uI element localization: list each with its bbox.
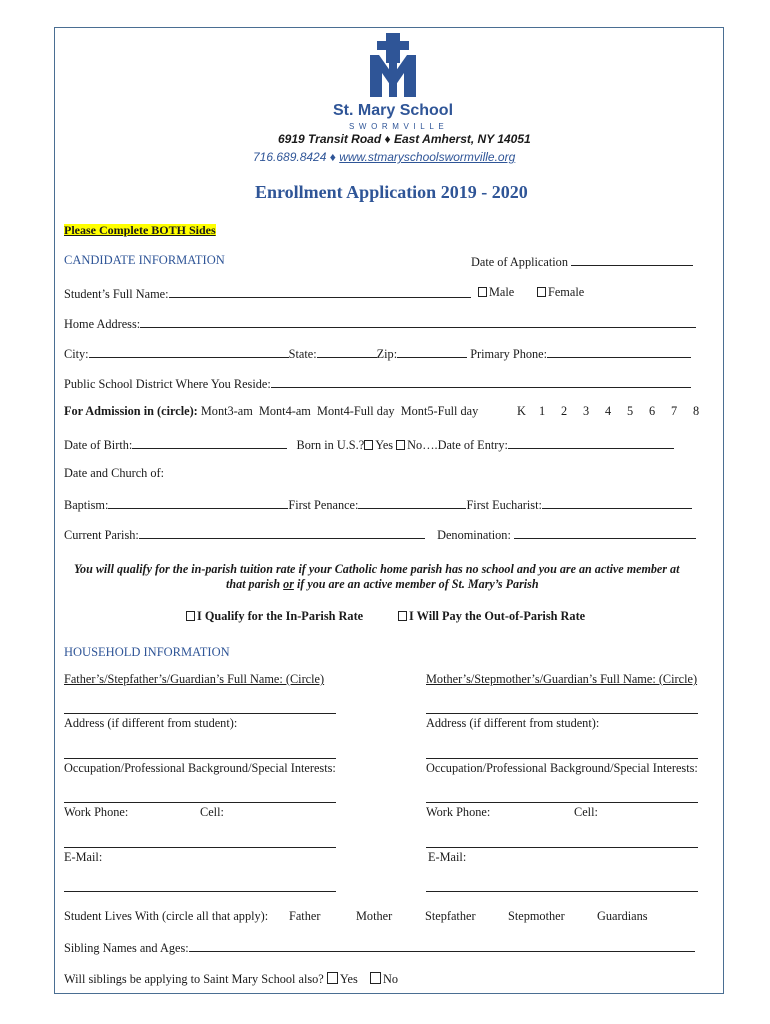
father-work-phone-label: Work Phone: [64, 805, 129, 819]
lives-with-mother[interactable]: Mother [356, 909, 393, 923]
city-row: City: State: Zip: Primary Phone: [64, 346, 691, 360]
father-occupation-label: Occupation/Professional Background/Special Interests: [64, 761, 336, 775]
father-name-label: Father’s/Stepfather’s/Guardian’s Full Name: (Circle) [64, 672, 325, 686]
in-parish-option[interactable]: I Qualify for the In-Parish Rate [186, 610, 363, 622]
father-phone-field[interactable] [64, 847, 336, 848]
admission-option[interactable]: 5 [627, 404, 634, 418]
male-option[interactable]: Male [478, 286, 514, 298]
sacraments-row: Baptism: First Penance: First Eucharist: [64, 497, 692, 511]
candidate-heading: CANDIDATE INFORMATION [64, 253, 225, 267]
admission-option[interactable]: Mont5-Full day [400, 404, 479, 418]
siblings-yes-checkbox-icon[interactable] [327, 972, 338, 984]
mother-occupation-label: Occupation/Professional Background/Special Interests: [426, 761, 698, 775]
primary-phone-field[interactable] [547, 346, 691, 358]
father-address-label: Address (if different from student): [64, 716, 238, 730]
mother-name-label: Mother’s/Stepmother’s/Guardian’s Full Name: (Circle) [426, 672, 698, 686]
mother-cell-label: Cell: [574, 805, 598, 819]
admission-option[interactable]: Mont4-Full day [317, 404, 395, 418]
born-us-no-checkbox-icon[interactable] [396, 440, 405, 450]
lives-with-row: Student Lives With (circle all that apply): [64, 909, 269, 923]
mother-work-phone-label: Work Phone: [426, 805, 491, 819]
date-of-entry-field[interactable] [508, 437, 674, 449]
born-us-yes-checkbox-icon[interactable] [364, 440, 373, 450]
dob-row: Date of Birth: Born in U.S.? Yes No….Date of Entry: [64, 437, 674, 451]
baptism-field[interactable] [108, 497, 288, 509]
school-town: SWORMVILLE [349, 122, 449, 131]
first-eucharist-field[interactable] [542, 497, 692, 509]
date-of-application-label: Date of Application [471, 254, 693, 268]
school-district-row: Public School District Where You Reside: [64, 376, 691, 390]
mother-occupation-field[interactable] [426, 802, 698, 803]
current-parish-field[interactable] [139, 527, 425, 539]
female-option[interactable]: Female [537, 286, 584, 298]
home-address-field[interactable] [140, 316, 696, 328]
father-email-label: E-Mail: [64, 850, 103, 864]
in-parish-checkbox-icon[interactable] [186, 611, 195, 621]
admission-option[interactable]: 4 [605, 404, 612, 418]
first-penance-field[interactable] [358, 497, 466, 509]
mother-email-label: E-Mail: [428, 850, 467, 864]
zip-field[interactable] [397, 346, 467, 358]
admission-option[interactable]: 1 [539, 404, 546, 418]
admission-option[interactable]: Mont4-am [258, 404, 311, 418]
parish-row: Current Parish: Denomination: [64, 527, 696, 541]
out-parish-option[interactable]: I Will Pay the Out-of-Parish Rate [398, 610, 585, 622]
city-field[interactable] [89, 346, 289, 358]
father-occupation-field[interactable] [64, 802, 336, 803]
date-church-label: Date and Church of: [64, 466, 165, 480]
siblings-applying-row: Will siblings be applying to Saint Mary School also? Yes No [64, 972, 399, 986]
student-name-field[interactable] [169, 286, 471, 298]
mother-name-field[interactable] [426, 713, 698, 714]
school-website-link[interactable]: www.stmaryschoolswormville.org [339, 150, 516, 164]
lives-with-stepfather[interactable]: Stepfather [425, 909, 476, 923]
father-email-field[interactable] [64, 891, 336, 892]
female-checkbox-icon[interactable] [537, 287, 546, 297]
lives-with-father[interactable]: Father [289, 909, 321, 923]
school-contact [253, 151, 515, 163]
admission-row: For Admission in (circle): Mont3-am Mont4-am Mont4-Full day Mont5-Full day [64, 404, 479, 418]
admission-option[interactable]: K [517, 404, 526, 418]
lives-with-guardians[interactable]: Guardians [597, 909, 648, 923]
lives-with-stepmother[interactable]: Stepmother [508, 909, 565, 923]
mother-email-field[interactable] [426, 891, 698, 892]
admission-option[interactable]: 8 [693, 404, 700, 418]
school-district-field[interactable] [271, 376, 691, 388]
admission-option[interactable]: 6 [649, 404, 656, 418]
dob-field[interactable] [132, 437, 287, 449]
siblings-no-checkbox-icon[interactable] [370, 972, 381, 984]
mother-address-field[interactable] [426, 758, 698, 759]
admission-option[interactable]: Mont3-am [200, 404, 253, 418]
out-parish-checkbox-icon[interactable] [398, 611, 407, 621]
school-name: St. Mary School [333, 102, 454, 119]
tuition-note-line2: that parish or if you are an active member of St. Mary’s Parish [226, 577, 539, 591]
st-mary-logo-icon [368, 33, 418, 97]
father-cell-label: Cell: [200, 805, 224, 819]
grade-options [517, 405, 699, 417]
school-phone: 716.689.8424 ♦ [253, 150, 336, 164]
sibling-names-row: Sibling Names and Ages: [64, 940, 695, 954]
denomination-field[interactable] [514, 527, 696, 539]
admission-option[interactable]: 2 [561, 404, 568, 418]
date-of-application-field[interactable] [571, 254, 693, 266]
father-address-field[interactable] [64, 758, 336, 759]
male-checkbox-icon[interactable] [478, 287, 487, 297]
father-name-field[interactable] [64, 713, 336, 714]
mother-phone-field[interactable] [426, 847, 698, 848]
admission-option[interactable]: 7 [671, 404, 678, 418]
notice-banner: Please Complete BOTH Sides [64, 223, 216, 237]
mother-address-label: Address (if different from student): [426, 716, 600, 730]
admission-option[interactable]: 3 [583, 404, 590, 418]
household-heading: HOUSEHOLD INFORMATION [64, 645, 230, 659]
page-title: Enrollment Application 2019 - 2020 [255, 182, 528, 202]
state-field[interactable] [317, 346, 377, 358]
home-address-row: Home Address: [64, 316, 696, 330]
tuition-note-line1: You will qualify for the in-parish tuition rate if your Catholic home parish has no school and you are an active member at [74, 562, 680, 576]
school-address: 6919 Transit Road ♦ East Amherst, NY 14051 [278, 132, 531, 146]
student-name-row: Student’s Full Name: [64, 286, 471, 300]
sibling-names-field[interactable] [189, 940, 695, 952]
